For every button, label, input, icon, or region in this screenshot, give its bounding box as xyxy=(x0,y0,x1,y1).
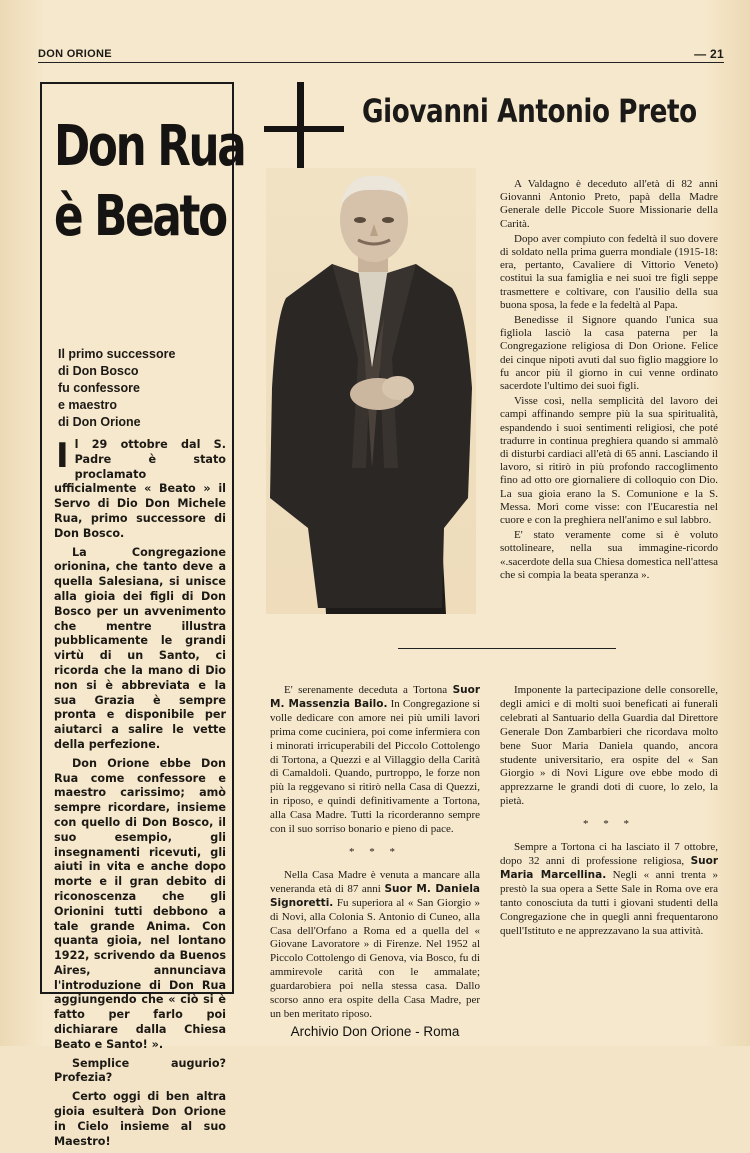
text: Sempre a Tortona ci ha lasciato il 7 ottobre, dopo 32 anni di professione religiosa, xyxy=(500,841,718,867)
text: Fu superiora al « San Giorgio » di Novi, alla Colonia S. Antonio di Cuneo, alla Casa dell'Orfano a Roma ed a quella del « Giovane Lavoratore » di Firenze. Nel 1952 al Piccolo Cottolengo di Genova, via Bosco, fu di ammirevole carità con le ammalate; guardarobiera poi nella stessa casa. Dallo scorso anno era ospite della Casa Madre, per un ben meritato riposo. xyxy=(270,896,480,1020)
subtitle-line: fu confessore xyxy=(58,381,140,395)
subtitle-line: di Don Bosco xyxy=(58,364,139,378)
text: Nella Casa Madre è venuta a mancare alla veneranda età di 87 anni xyxy=(270,868,480,895)
paragraph: E' stato veramente come si è voluto sottolineare, nella sua immagine-ricordo «.sacerdote della sua Chiesa domestica nell'attesa che si compia la beata speranza ». xyxy=(500,529,718,581)
magazine-name: DON ORIONE xyxy=(38,48,112,60)
page-number: — 21 xyxy=(694,47,724,61)
paragraph xyxy=(500,841,718,938)
drop-cap: I xyxy=(56,436,69,476)
paragraph-text: l 29 ottobre dal S. Padre è stato proclamato ufficialmente « Beato » il Servo di Dio Don Michele Rua, primo successore di Don Bosco. xyxy=(54,438,226,540)
paragraph: Don Orione ebbe Don Rua come confessore e maestro carissimo; amò sempre ricordare, insieme con quello di Don Bosco, il suo esempio, gli insegnamenti ricevuti, gli aiuti in vita e anche dopo morte e il gran debito di riconoscenza che gli Orionini tutti debbono a tale grande Anima. Con quanta gioia, nel lontano 1922, scrivendo da Buenos Aires, annunciava l'introduzione di Don Rua aggiungendo che « ciò si è fatto per farlo poi dichiarare dalla Chiesa Beato e Santo! ». xyxy=(54,756,226,1051)
paragraph xyxy=(270,869,480,1022)
paragraph: Certo oggi di ben altra gioia esulterà Don Orione in Cielo insieme al suo Maestro! xyxy=(54,1090,226,1148)
headline-line-1: Don Rua xyxy=(54,114,245,179)
name-signoretti: Suor M. Daniela Signoretti. xyxy=(270,882,481,909)
paragraph: Visse così, nella semplicità del lavoro dei campi affinando sempre più la sua spiritualità, espandendo i suoi sentimenti religiosi, che poté tradurre in continua preghiera quando si ammalò di disturbi cardiaci all'età di 65 anni. Lasciando il lavoro, si ritirò in più profondo raccoglimento fino ad otto ore giornaliere di colloquio con Dio. La sua gioia erano la S. Comunione e la S. Messa. Morì come visse: con l'Eucarestia nel cuore e con la preghiera nell'animo e sul labbro. xyxy=(500,395,718,527)
separator-stars: * * * xyxy=(349,845,401,858)
name-bailo: Suor M. Massenzia Bailo. xyxy=(270,684,481,710)
preto-body xyxy=(500,178,718,584)
paragraph xyxy=(270,684,480,837)
elderly-man-portrait xyxy=(266,168,476,614)
don-rua-article-box xyxy=(40,82,245,1148)
paragraph: La Congregazione orionina, che tanto deve a quella Salesiana, si unisce alla gioia dei figli di Don Bosco per un avvenimento che mentre illustra pubblicamente le grandi virtù di un Santo, ci ricorda che la mano di Dio non si è abbreviata e la sua Grazia è sempre pronta e disponibile per aiutarci a salire le vette della perfezione. xyxy=(54,545,226,751)
don-rua-subtitle xyxy=(58,346,228,431)
paragraph: Benedisse il Signore quando l'unica sua figliola lasciò la casa paterna per la Congregazione religiosa di Don Orione. Felice dei cinque nipoti avuti dal suo figlio maggiore lo fu ancor più il giorno in cui venne ordinato sacerdote l'ultimo dei suoi figli. xyxy=(500,314,718,393)
don-rua-headline xyxy=(54,112,245,252)
section-divider xyxy=(398,648,616,649)
paragraph: Imponente la partecipazione delle consorelle, degli amici e di molti suoi beneficati ai funerali celebrati al Santuario della Guardia dal Direttore Generale Don Zambarbieri che ricordava molto bene Suor Maria Daniela quando, ancora studente universitario, era ospite del « San Giorgio » di Novi Ligure ove ebbe modo di apprezzarne le grandi doti di cuore, lo zelo, la pietà. xyxy=(500,684,718,808)
preto-headline: Giovanni Antonio Preto xyxy=(362,92,697,130)
separator-stars: * * * xyxy=(583,818,635,831)
obituary-column-1 xyxy=(270,684,480,1024)
subtitle-line: di Don Orione xyxy=(58,415,141,429)
text: Negli « anni trenta » prestò la sua opera a Sette Sale in Roma ove era tanto conosciuta da tutti i giovani studenti della Congregazione che in quegli anni frequentarono quell'Istituto e ne apprezzavano la sua attività. xyxy=(500,868,718,937)
archive-credit: Archivio Don Orione - Roma xyxy=(290,1024,460,1039)
text: E' serenamente deceduta a Tortona xyxy=(284,684,448,696)
subtitle-line: e maestro xyxy=(58,398,118,412)
portrait-photo xyxy=(266,168,476,614)
paragraph: Dopo aver compiuto con fedeltà il suo dovere di soldato nella prima guerra mondiale (1915-18: era, pertanto, Cavaliere di Vittorio Veneto) costituì la sua famiglia e nei suoi tre figli seppe trasmettere e coltivare, con l'ausilio della sua buona sposa, la fede e la fedeltà al Papa. xyxy=(500,232,718,311)
name-marcellina: Suor Maria Marcellina. xyxy=(500,854,718,881)
obituary-column-2 xyxy=(500,684,718,940)
paragraph: A Valdagno è deceduto all'età di 82 anni Giovanni Antonio Preto, papà della Madre Generale delle Piccole Suore Missionarie della Carità. xyxy=(500,178,718,230)
subtitle-line: Il primo successore xyxy=(58,347,176,361)
running-head xyxy=(38,46,724,63)
headline-line-2: è Beato xyxy=(54,184,226,249)
mourning-cross-horizontal xyxy=(264,126,344,132)
paragraph: Semplice augurio? Profezia? xyxy=(54,1056,226,1085)
paragraph xyxy=(54,438,226,542)
text: In Congregazione si volle dedicare con amore nei più umili lavori prima come cuciniera, poi come infermiera con i minorati irricuperabili del Piccolo Cottolengo di Tortona, a Quezzi e al Villaggio della Carità di Camaldoli. Quando, purtroppo, le forze non più la reggevano si ritirò nella Casa di Quezzi, in riposo, e quindi definitivamente a Tortona, alla Casa Madre. Tutti la ricorderanno sempre con il suo sorriso bonario e pieno di pace. xyxy=(270,697,481,836)
